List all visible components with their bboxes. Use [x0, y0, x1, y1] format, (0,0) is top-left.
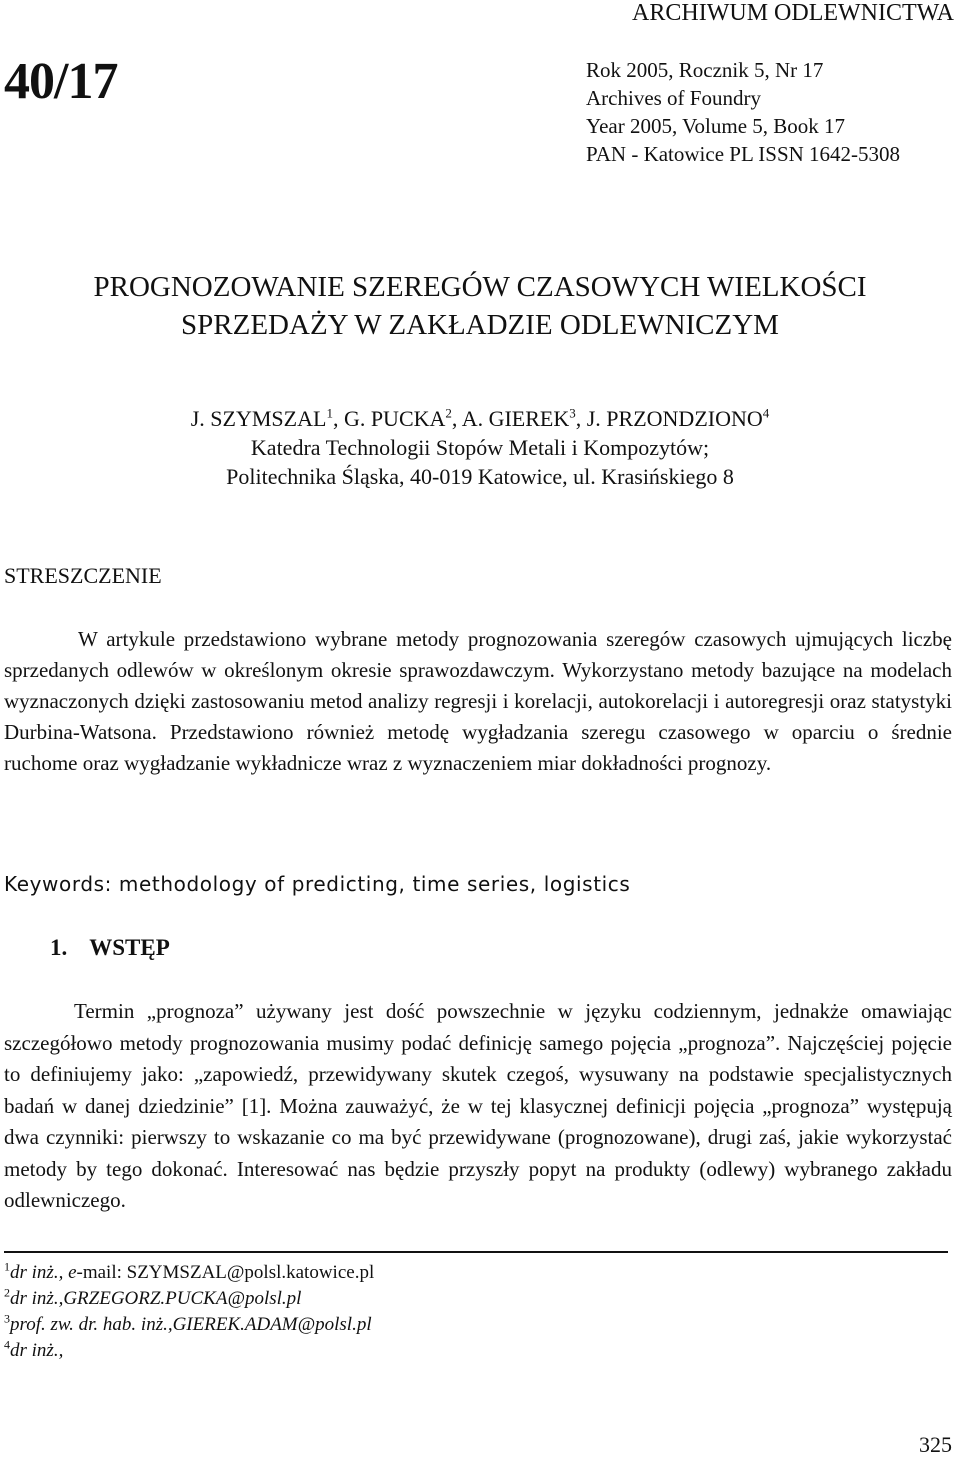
article-number: 40/17 — [4, 53, 118, 110]
meta-line: Rok 2005, Rocznik 5, Nr 17 — [586, 58, 824, 82]
author-sup: 2 — [445, 405, 452, 421]
author-name: G. PUCKA — [343, 406, 446, 431]
meta-line: PAN - Katowice PL ISSN 1642-5308 — [586, 142, 901, 166]
footnote-role: dr inż., — [10, 1340, 64, 1361]
author-name: A. GIEREK — [461, 406, 570, 431]
section-number: 1. — [50, 935, 68, 960]
keywords-line: Keywords: methodology of predicting, time series, logistics — [4, 872, 631, 896]
journal-meta — [586, 56, 900, 168]
abstract-heading: STRESZCZENIE — [4, 563, 162, 588]
title-line-2: SPRZEDAŻY W ZAKŁADZIE ODLEWNICZYM — [181, 309, 779, 341]
abstract-paragraph: W artykule przedstawiono wybrane metody prognozowania szeregów czasowych ujmujących liczbę sprzedanych odlewów w określonym okresie sprawozdawczym. Wykorzystano metody bazujące na modelach wyznaczonych dzięki zastosowaniu metod analizy regresji i korelacji, autokorelacji i autoregresji oraz statystyki Durbina-Watsona. Przedstawiono również metodę wygładzania szeregu czasowego w oparciu o średnie ruchome oraz wygładzanie wykładnicze wraz z wyznaczeniem miar dokładności prognozy. — [4, 627, 952, 775]
footnote-number: 3 — [4, 1311, 10, 1326]
footnote — [4, 1338, 374, 1364]
page-number: 325 — [919, 1432, 952, 1457]
footnote — [4, 1286, 374, 1312]
footnote-number: 1 — [4, 1259, 10, 1274]
meta-line: Year 2005, Volume 5, Book 17 — [586, 114, 846, 138]
author-sep: , — [575, 406, 587, 431]
author-list — [0, 404, 960, 433]
footnote-divider — [4, 1251, 948, 1253]
author-block — [0, 404, 960, 491]
paper-title — [0, 268, 960, 344]
footnote-number: 2 — [4, 1285, 10, 1300]
footnote-text: mail: SZYMSZAL@polsl.katowice.pl — [82, 1262, 375, 1283]
journal-name: ARCHIWUM ODLEWNICTWA — [632, 0, 954, 26]
footnotes — [4, 1260, 374, 1364]
section-heading — [50, 935, 192, 961]
section-title: WSTĘP — [89, 935, 170, 960]
footnote — [4, 1312, 374, 1338]
author-sup: 4 — [762, 405, 770, 421]
footnote — [4, 1260, 374, 1286]
author-sup: 1 — [326, 405, 333, 421]
footnote-role: dr inż., e- — [10, 1262, 83, 1283]
intro-text — [4, 996, 952, 1217]
footnote-role: prof. zw. dr. hab. inż.,GIEREK.ADAM@polsl.pl — [10, 1314, 372, 1335]
title-line-1: PROGNOZOWANIE SZEREGÓW CZASOWYCH WIELKOŚCI — [93, 271, 867, 303]
footnote-number: 4 — [4, 1337, 10, 1352]
intro-paragraph: Termin „prognoza” używany jest dość powszechnie w języku codziennym, jednakże omawiając szczegółowo metody prognozowania musimy podać definicję samego pojęcia „prognoza”. Najczęściej pojęcie to definiujemy jako: „zapowiedź, przewidywany skutek czegoś, wysuwany na podstawie specjalistycznych badań w danej dziedzinie” [1]. Można zauważyć, że w tej klasycznej definicji pojęcia „prognoza” występują dwa czynniki: pierwszy to wskazanie co ma być przewidywane (prognozowane), drugi zaś, jakie wykorzystać metody by tego dokonać. Interesować nas będzie przyszły popyt na produkty (odlewy) wybranego zakładu odlewniczego. — [4, 999, 952, 1212]
author-sep: , — [451, 406, 462, 431]
footnote-role: dr inż.,GRZEGORZ.PUCKA@polsl.pl — [10, 1288, 302, 1309]
author-sup: 3 — [569, 405, 576, 421]
affiliation-line-1: Katedra Technologii Stopów Metali i Kompozytów; — [250, 435, 710, 460]
abstract-text — [4, 624, 952, 779]
author-name: J. PRZONDZIONO — [586, 406, 763, 431]
affiliation-line-2: Politechnika Śląska, 40-019 Katowice, ul. Krasińskiego 8 — [226, 464, 734, 489]
author-name: J. SZYMSZAL — [190, 406, 327, 431]
author-sep: , — [332, 406, 344, 431]
meta-line: Archives of Foundry — [586, 86, 761, 110]
